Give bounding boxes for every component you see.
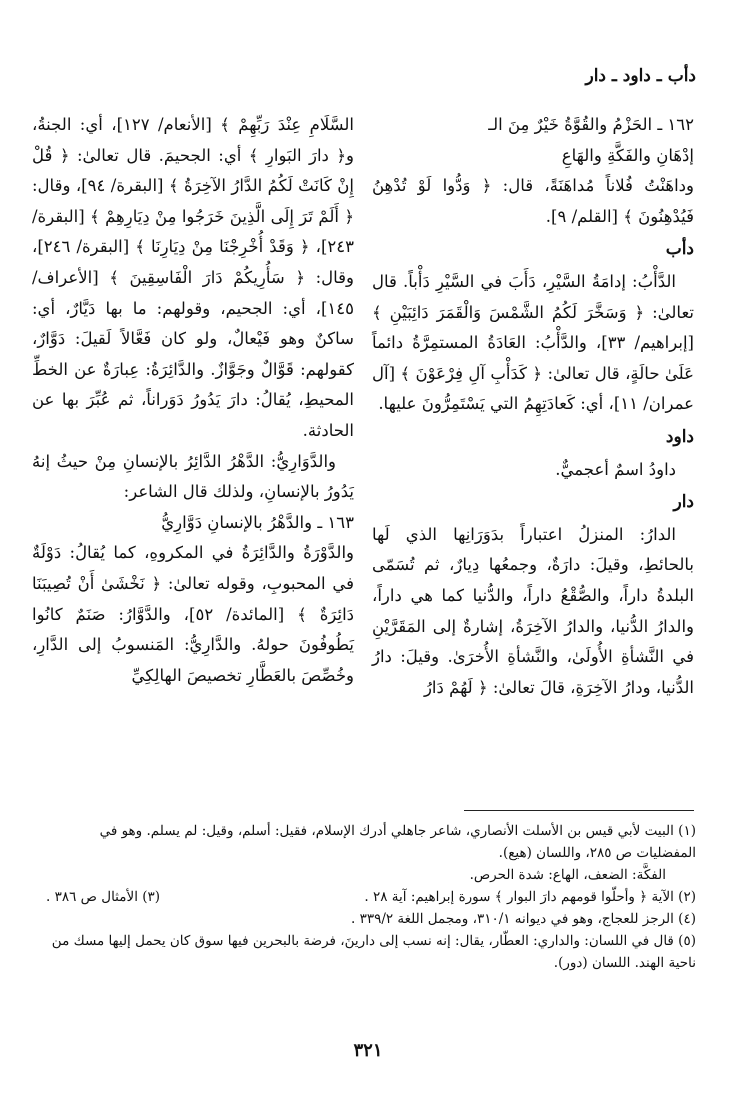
body-paragraph: السَّلَامِ عِنْدَ رَبِّهِمْ ﴾ [الأنعام/ ١٢٧]، أي: الجنةُ، و﴿ دارَ البَوارِ ﴾ أي: الجحيمَ. قال تعالىٰ: ﴿ قُلْ إِنْ كَانَتْ لَكُمُ الدَّارُ الآخِرَةُ ﴾ [البقرة/ ٩٤]، وقال: ﴿ أَلَمْ تَرَ إِلَى الَّذِينَ خَرَجُوا مِنْ دِيَارِهِمْ ﴾ [البقرة/ ٢٤٣]، ﴿ وَقَدْ أُخْرِجْنَا مِنْ دِيَارِنَا ﴾ [البقرة/ ٢٤٦]، وقال: ﴿ سَأُرِيكُمْ دَارَ الْفَاسِقِينَ ﴾ [الأعراف/ ١٤٥]، أي: الجحيم، وقولهم: ما بها دَيَّارٌ، أي: ساكنٌ وهو فَيْعالٌ، ولو كان فَعَّالاً لَقيلَ: دَوَّارٌ، كقولهم: قَوَّالٌ وجَوَّازٌ. والدَّائِرَةُ: عِبارَةٌ عن الخطِّ المحيطِ، يُقالُ: دارَ يَدُورُ دَوَراناً، ثم عُبِّرَ بها عن الحادثة.	[32, 115, 355, 440]
body-paragraph: الدارُ: المنزلُ اعتباراً بدَوَرَانِها الذي لَها بالحائطِ، وقيلَ: دارَةٌ، وجمعُها دِيارٌ، ثم تُسَمّى البلدةُ داراً، والصُّقْعُ داراً، والدُّنيا كما هي داراً، والدارُ الدُّنيا، والدارُ الآخِرَةُ، إشارةٌ إلى المَقَرَّيْنِ في النَّشأةِ الأُولَىٰ، والنَّشأةِ الأُخرَىٰ. وقيلَ: دارُ الدُّنيا، ودارُ الآخِرَةِ، قالَ تعالىٰ: ﴿ لَهُمْ دَارُ	[372, 524, 694, 697]
verse-line: ١٦٣ ـ والدَّهْرُ بالإنسانِ دَوَّارِيُّ	[161, 512, 354, 532]
body-paragraph: الدَّأْبُ: إدامَةُ السَّيْرِ، دَأَبَ في السَّيْرِ دَأْباً. قال تعالىٰ: ﴿ وَسَخَّرَ لَكُمُ الشَّمْسَ وَالْقَمَرَ دَائِبَيْنِ ﴾ [إبراهيم/ ٣٣]، والدَّأْبُ: العَادَةُ المستمِرَّةُ دائماً عَلَىٰ حالَةٍ، قال تعالىٰ: ﴿ كَدَأْبِ آلِ فِرْعَوْنَ ﴾ [آل عمران/ ١١]، أي: كَعادَتِهِمُ التي يَسْتَمِرُّونَ عليها.	[372, 271, 694, 414]
entry-heading-dar: دار	[673, 492, 694, 513]
body-paragraph: وداهَنْتُ فُلاناً مُداهَنَةً، قال: ﴿ وَدُّوا لَوْ تُدْهِنُ فَيُدْهِنُونَ ﴾ [القلم/ ٩].	[372, 176, 694, 226]
body-paragraph: والدَّوْرَةُ والدَّائِرَةُ في المكروهِ، كما يُقالُ: دَوْلَةٌ في المحبوبِ، وقوله تعالىٰ: ﴿ نَخْشَىٰ أَنْ تُصِيبَنَا دَائِرَةٌ ﴾ [المائدة/ ٥٢]، والدَّوَّارُ: صَنَمٌ كانُوا يَطُوفُونَ حولهُ. والدَّارِيُّ: المَنسوبُ إلى الدَّارِ، وخُصِّصَ بالعَطَّارِ تخصيصَ الهالِكِيِّ	[32, 543, 355, 685]
verse-line: ١٦٢ ـ الحَزْمُ والقُوَّةُ خَيْرٌ مِنَ الـ	[488, 115, 694, 134]
footnote-1-gloss: الفكَّة: الضعف، الهاع: شدة الحرص.	[469, 867, 666, 883]
running-head: دأب ـ داود ـ دار	[585, 66, 696, 86]
footnotes	[46, 820, 696, 974]
footnote-divider	[464, 810, 694, 811]
footnote-row	[46, 886, 696, 908]
footnote-1: (١) البيت لأبي قيس بن الأسلت الأنصاري، شاعر جاهلي أدرك الإسلام، فقيل: أسلم، وقيل: لم يسلم. وهو في المفضليات ص ٢٨٥، واللسان (هيع).	[99, 823, 696, 861]
footnote-4: (٤) الرجز للعجاج، وهو في ديوانه ٣١٠/١، ومجمل اللغة ٣٣٩/٢ .	[350, 911, 696, 927]
footnote-3: (٣) الأمثال ص ٣٨٦ .	[46, 889, 161, 905]
page-number: ٣٢١	[353, 1040, 383, 1061]
footnote-2: (٢) الآية ﴿ وأحلّوا قومهم دارَ البوار ﴾ سورة إبراهيم: آية ٢٨ .	[364, 889, 696, 905]
body-paragraph: داودُ اسمٌ أعجميٌّ.	[555, 459, 676, 479]
left-column	[32, 110, 354, 691]
right-column	[372, 110, 694, 703]
verse-line: إدْهَانِ والفَكَّةِ والهَاعِ	[561, 145, 694, 165]
footnote-5: (٥) قال في اللسان: والداري: العطّار، يقال: إنه نسب إلى دارينَ، فرضة بالبحرين فيها سوق كان يحمل إليها مسك من ناحية الهند. اللسان (دور).	[51, 933, 696, 971]
entry-heading-dab: دأب	[665, 239, 694, 260]
body-paragraph: والدَّوَارِيُّ: الدَّهْرُ الدَّائِرُ بالإنسانِ مِنْ حيثُ إنهُ يَدُورُ بالإنسانِ، ولذلك قال الشاعر:	[32, 451, 354, 502]
entry-heading-dawud: داود	[665, 426, 694, 447]
